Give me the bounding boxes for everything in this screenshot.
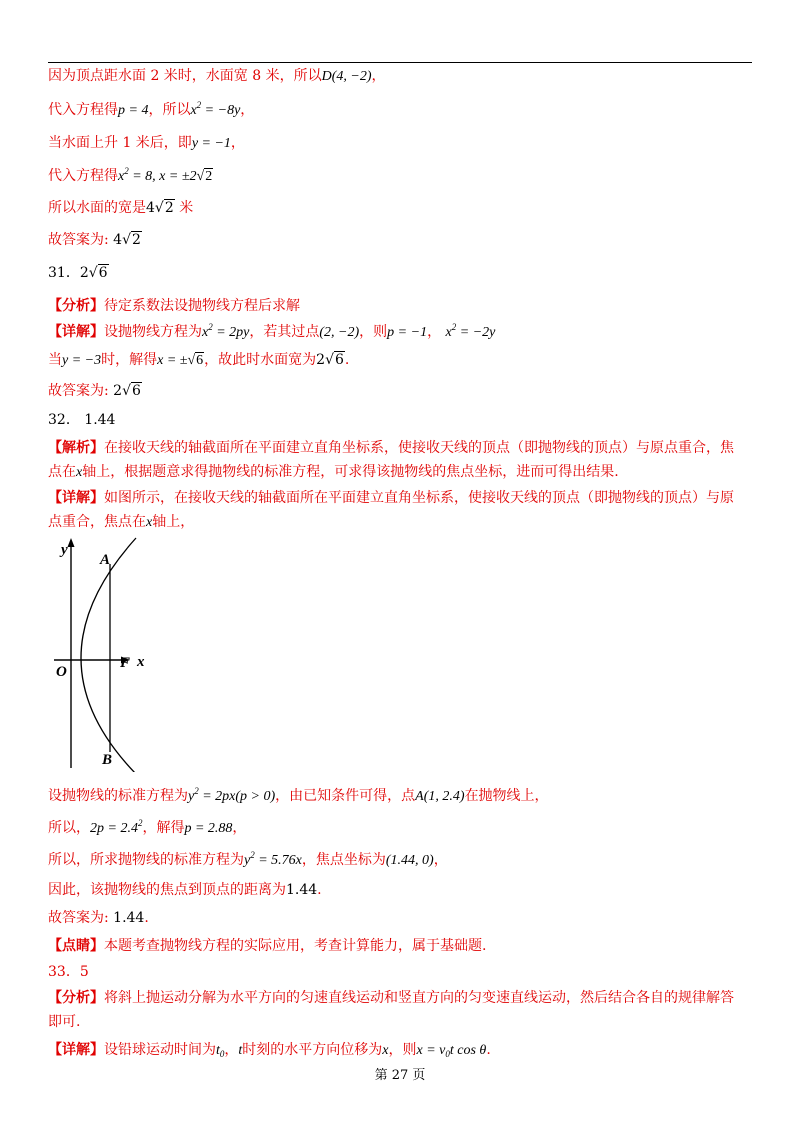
condition: (p > 0) (235, 789, 276, 804)
q32-solve-p (48, 818, 246, 839)
text: 将斜上抛运动分解为水平方向的匀速直线运动和竖直方向的匀变速直线运动，然后结合各自的规律解答 (104, 990, 734, 1006)
q32-answer (48, 908, 149, 928)
eq-rest: = 2py (212, 325, 250, 340)
text: 代入方程得 (48, 102, 118, 118)
q32-analysis-2 (48, 462, 619, 483)
y-axis-arrow (68, 538, 75, 547)
punct: ， (240, 102, 255, 118)
q31-when: 当y = −3时，解得x = ±√6，故此时水面宽为2√6. (48, 352, 350, 368)
eq-rest: = −2y (456, 325, 496, 340)
tag-detail: 【详解】 (48, 1042, 104, 1058)
point: (2, −2) (319, 325, 360, 340)
text: 代入方程得 (48, 168, 118, 184)
t-var: t (238, 1043, 243, 1058)
punct: ， (371, 68, 386, 84)
tag-detail: 【详解】 (48, 324, 104, 340)
text: 当 (48, 352, 62, 368)
coef: 2 (113, 383, 123, 399)
solution-line-1 (48, 66, 386, 87)
text: 轴上，根据题意求得抛物线的标准方程，可求得该抛物线的焦点坐标，进而可得出结果. (82, 464, 619, 480)
punct: ， (230, 135, 245, 151)
q32-analysis-1 (48, 438, 734, 458)
text: ，焦点坐标为 (301, 852, 386, 868)
text: 本题考查抛物线方程的实际应用，考查计算能力，属于基础题. (104, 938, 487, 954)
tag-analysis: 【分析】 (48, 990, 104, 1006)
solution: x = ± (157, 353, 188, 368)
eq: 2p = 2.4 (90, 821, 138, 836)
text: ，则 (388, 1042, 417, 1058)
text: ，所以 (148, 102, 191, 118)
eq-base: x (118, 169, 125, 184)
punct: . (317, 882, 322, 898)
text: 设铅球运动时间为 (104, 1042, 216, 1058)
t0-base: t (216, 1043, 220, 1058)
text: 故答案为: (48, 910, 109, 926)
text: 设抛物线的标准方程为 (48, 788, 188, 804)
eq-sup: 2 (124, 166, 129, 176)
eq-base: y (188, 789, 195, 804)
radicand: 2 (205, 169, 213, 184)
text: 当水面上升 1 米后，即 (48, 135, 192, 151)
t0-sub: 0 (219, 1049, 225, 1059)
text: ，若其过点 (249, 324, 320, 340)
eq-sup: 2 (208, 322, 213, 332)
variable: x (76, 465, 83, 480)
q32-detail-2 (48, 512, 194, 533)
eq-base: x (202, 325, 209, 340)
label-a: A (100, 552, 111, 568)
text: 点重合，焦点在 (48, 514, 146, 530)
eq-base: x (445, 325, 452, 340)
text: 因此，该抛物线的焦点到顶点的距离为 (48, 882, 286, 898)
parabola-diagram (52, 536, 162, 772)
page-number: 第 27 页 (374, 1068, 426, 1083)
eq-rest: = 2px (198, 789, 236, 804)
question-number: 31． (48, 265, 80, 281)
tag-comment: 【点睛】 (48, 938, 104, 954)
label-y: y (61, 542, 68, 558)
q33-analysis-1 (48, 988, 734, 1008)
label-origin: O (56, 664, 67, 680)
text: 故答案为: (48, 383, 109, 399)
answer-value: 1.44 (84, 412, 116, 428)
eq-sub: 0 (445, 1049, 450, 1059)
solution-line-3 (48, 133, 245, 154)
solution-line-2 (48, 100, 254, 121)
page-footer (0, 1064, 800, 1083)
coef: 4 (113, 232, 123, 248)
eq: x = v (416, 1043, 446, 1058)
text: 如图所示，在接收天线的轴截面所在平面建立直角坐标系，使接收天线的顶点（即抛物线的顶点）与原 (104, 490, 734, 506)
punct: ， (427, 324, 442, 340)
eq-sup: 2 (250, 850, 255, 860)
text: 所以，所求抛物线的标准方程为 (48, 852, 244, 868)
radicand: 6 (98, 265, 108, 281)
tag-analysis: 【分析】 (48, 298, 104, 314)
answer-value: 5 (79, 964, 89, 980)
eq-rest: = −8y (201, 103, 241, 118)
question-33-header (48, 962, 89, 982)
radicand: 2 (164, 200, 174, 216)
label-focus: F (120, 655, 131, 671)
q32-comment (48, 936, 486, 956)
q32-detail-1 (48, 488, 734, 508)
punct: . (486, 1042, 491, 1058)
punct: . (144, 910, 149, 926)
punct: . (344, 352, 350, 368)
p-value: p = 4 (118, 103, 149, 118)
text: 所以水面的宽是 (48, 200, 146, 216)
radicand: 6 (335, 352, 344, 368)
eq-rest: = 5.76x (254, 853, 302, 868)
text: ，故此时水面宽为 (204, 352, 317, 368)
text: 待定系数法设抛物线方程后求解 (104, 298, 300, 314)
point-d: D(4, −2) (321, 69, 372, 84)
radicand: 2 (132, 232, 141, 248)
text: ， (224, 1042, 239, 1058)
question-number: 33． (48, 964, 80, 980)
coef: 2 (316, 352, 326, 368)
tag-detail: 【详解】 (48, 490, 104, 506)
eq-sup: 2 (137, 818, 143, 828)
solution-line-4: 代入方程得$x^2 = 8$, x = ±2√2 (48, 166, 213, 184)
coef: 4 (146, 200, 155, 216)
eq-sup: 2 (194, 786, 199, 796)
parabola-figure (52, 536, 162, 776)
q31-answer: 故答案为: 2√6 (48, 383, 141, 399)
text: 点在 (48, 464, 76, 480)
eq-rest: t cos θ (449, 1043, 487, 1058)
variable: x (146, 515, 153, 530)
text: 轴上， (152, 514, 195, 530)
text: ，由已知条件可得，点 (275, 788, 416, 804)
p-value: p = 2.88 (184, 821, 233, 836)
text: 时刻的水平方向位移为 (242, 1042, 383, 1058)
header-rule (48, 62, 752, 63)
label-b: B (102, 752, 113, 768)
text: 故答案为: (48, 232, 109, 248)
text: 在接收天线的轴截面所在平面建立直角坐标系，使接收天线的顶点（即抛物线的顶点）与原点重合，焦 (104, 440, 734, 456)
q31-analysis (48, 296, 300, 316)
text: 所以， (48, 820, 90, 836)
question-32-header (48, 410, 115, 430)
eq-sup: 2 (196, 100, 202, 110)
question-number: 32． (48, 412, 80, 428)
tag-analysis: 【解析】 (48, 440, 104, 456)
unit: 米 (179, 200, 194, 216)
text: ，解得 (142, 820, 185, 836)
q32-thus (48, 880, 322, 900)
label-x: x (137, 654, 145, 670)
answer-line-30: 故答案为: 4√2 (48, 232, 141, 248)
question-31-header: 31．2√6 (48, 265, 108, 281)
y-value: y = −1 (191, 136, 231, 151)
eq-base: x (190, 103, 197, 118)
text: ，则 (359, 324, 388, 340)
q32-result-eq (48, 850, 448, 871)
coef: 2 (79, 265, 89, 281)
radicand: 6 (196, 353, 204, 368)
punct: ， (433, 852, 448, 868)
p-value: p = −1 (387, 325, 428, 340)
x-var: x (382, 1043, 389, 1058)
text: 因为顶点距水面 2 米时，水面宽 8 米，所以 (48, 68, 322, 84)
text: 在抛物线上， (464, 788, 549, 804)
eq-sup: 2 (451, 322, 457, 332)
solution-line-5: 所以水面的宽是4√2 米 (48, 200, 194, 216)
radicand: 6 (132, 383, 141, 399)
punct: ， (232, 820, 247, 836)
condition: y = −3 (62, 353, 102, 368)
answer-value: 1.44 (113, 910, 145, 926)
distance-value: 1.44 (286, 882, 318, 898)
text: 设抛物线方程为 (104, 324, 202, 340)
focus-coords: (1.44, 0) (385, 853, 434, 868)
text: 时，解得 (101, 352, 158, 368)
q33-detail (48, 1040, 491, 1061)
eq-rest: = 8, x = ±2 (128, 169, 197, 184)
q31-detail (48, 322, 495, 343)
eq-base: y (244, 853, 251, 868)
q33-analysis-2 (48, 1012, 80, 1032)
text: 即可. (48, 1014, 81, 1030)
q32-standard-eq (48, 786, 549, 807)
point-a: A(1, 2.4) (415, 789, 465, 804)
